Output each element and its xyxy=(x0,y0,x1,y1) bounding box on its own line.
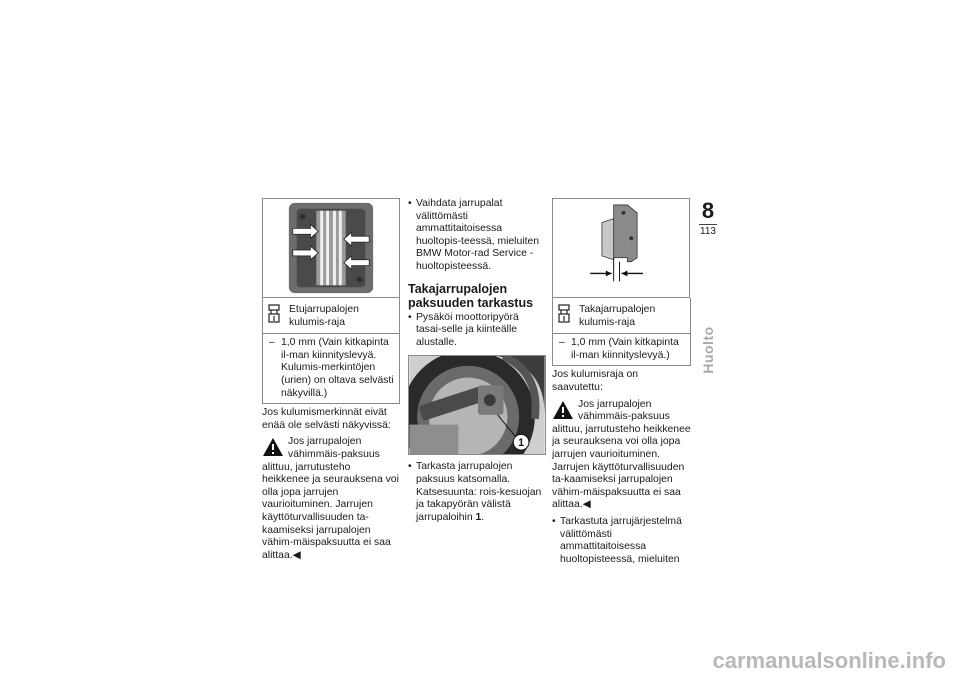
paragraph-condition: Jos kulumisraja on saavutettu: xyxy=(552,369,639,393)
spec-title: Etujarrupalojen kulumis-raja xyxy=(289,304,359,328)
rear-brake-pad-illustration xyxy=(553,199,689,297)
front-wear-limit-spec xyxy=(262,298,400,404)
spec-value: 1,0 mm (Vain kitkapinta il-man kiinnityslevyä.) xyxy=(571,337,679,361)
front-brake-caliper-illustration xyxy=(263,199,399,297)
bullet-text xyxy=(416,461,546,524)
bullet-text: Vaihdata jarrupalat välittömästi ammattitaitoisessa huoltopis-teessä, mieluiten BMW Motor-rad Service -huoltopisteessä. xyxy=(416,198,540,272)
chapter-tab xyxy=(697,198,719,239)
warning-block xyxy=(262,436,400,562)
figure-reference: 1 xyxy=(475,511,482,523)
list-item: • Tarkastuta jarrujärjestelmä välittömästi ammattitaitoisessa huoltopisteessä, mieluiten xyxy=(552,516,691,566)
rear-wear-limit-spec xyxy=(552,298,691,366)
bullet-text: Pysäköi moottoripyörä tasai-selle ja kiinteälle alustalle. xyxy=(416,311,519,348)
column-1 xyxy=(262,198,400,562)
bullet-text: Tarkastuta jarrujärjestelmä välittömästi ammattitaitoisessa huoltopisteessä, mieluiten xyxy=(560,515,682,565)
spec-value: 1,0 mm (Vain kitkapinta il-man kiinnityslevyä. Kulumis-merkintöjen (urien) on oltava selvästi näkyvillä.) xyxy=(281,337,394,399)
front-brake-pad-figure xyxy=(262,198,400,298)
rear-brake-figure xyxy=(408,355,546,455)
column-2 xyxy=(408,198,546,524)
section-label: Huolto xyxy=(700,326,716,374)
wrench-gauge-icon xyxy=(267,304,287,329)
list-item: • Vaihdata jarrupalat välittömästi ammattitaitoisessa huoltopis-teessä, mieluiten BMW Motor-rad Service -huoltopisteessä. xyxy=(408,198,546,274)
warning-triangle-icon xyxy=(262,437,284,457)
list-item: • Tarkasta jarrupalojen paksuus katsomalla. Katsesuunta: rois-kesuojan ja takapyörän välistä jarrupaloihin 1. xyxy=(408,461,546,524)
bullet-body: Tarkasta jarrupalojen paksuus katsomalla. Katsesuunta: rois-kesuojan ja takapyörän välistä jarrupaloihin xyxy=(416,461,542,523)
chapter-number: 8 xyxy=(701,198,715,223)
section-heading: Takajarrupalojen paksuuden tarkastus xyxy=(408,281,534,310)
column-3 xyxy=(552,198,691,566)
list-item: • Pysäköi moottoripyörä tasai-selle ja kiinteälle alustalle. xyxy=(408,312,546,350)
warning-text: Jos jarrupalojen vähimmäis-paksuus alittuu, jarrutusteho heikkenee ja seurauksena voi olla jopa jarrujen vaurioituminen. Jarrujen käyttöturvallisuuden ta-kaamiseksi jarrupalojen vähim-mäispaksuutta ei saa alittaa.◀ xyxy=(552,398,691,511)
dash-marker: – xyxy=(559,337,565,349)
rear-wheel-photo-illustration xyxy=(409,356,545,454)
bullet-end: . xyxy=(481,511,485,523)
rear-brake-pad-figure xyxy=(552,198,690,298)
page-number: 113 xyxy=(700,226,716,237)
paragraph-condition: Jos kulumismerkinnät eivät enää ole selvästi näkyvissä: xyxy=(262,407,391,431)
wrench-gauge-icon xyxy=(557,304,577,329)
watermark: carmanualsonline.info xyxy=(712,648,946,673)
warning-text: Jos jarrupalojen vähimmäis-paksuus alittuu, jarrutusteho heikkenee ja seurauksena voi olla jopa jarrujen vaurioituminen. Jarrujen käyttöturvallisuuden ta-kaamiseksi jarrupalojen vähim-mäispaksuutta ei saa alittaa.◀ xyxy=(262,436,399,561)
section-label-container xyxy=(697,300,719,400)
spec-title: Takajarrupalojen kulumis-raja xyxy=(579,304,656,328)
dash-marker: – xyxy=(269,337,275,349)
figure-callout-label: 1 xyxy=(518,437,525,450)
warning-block xyxy=(552,399,691,512)
warning-triangle-icon xyxy=(552,400,574,420)
